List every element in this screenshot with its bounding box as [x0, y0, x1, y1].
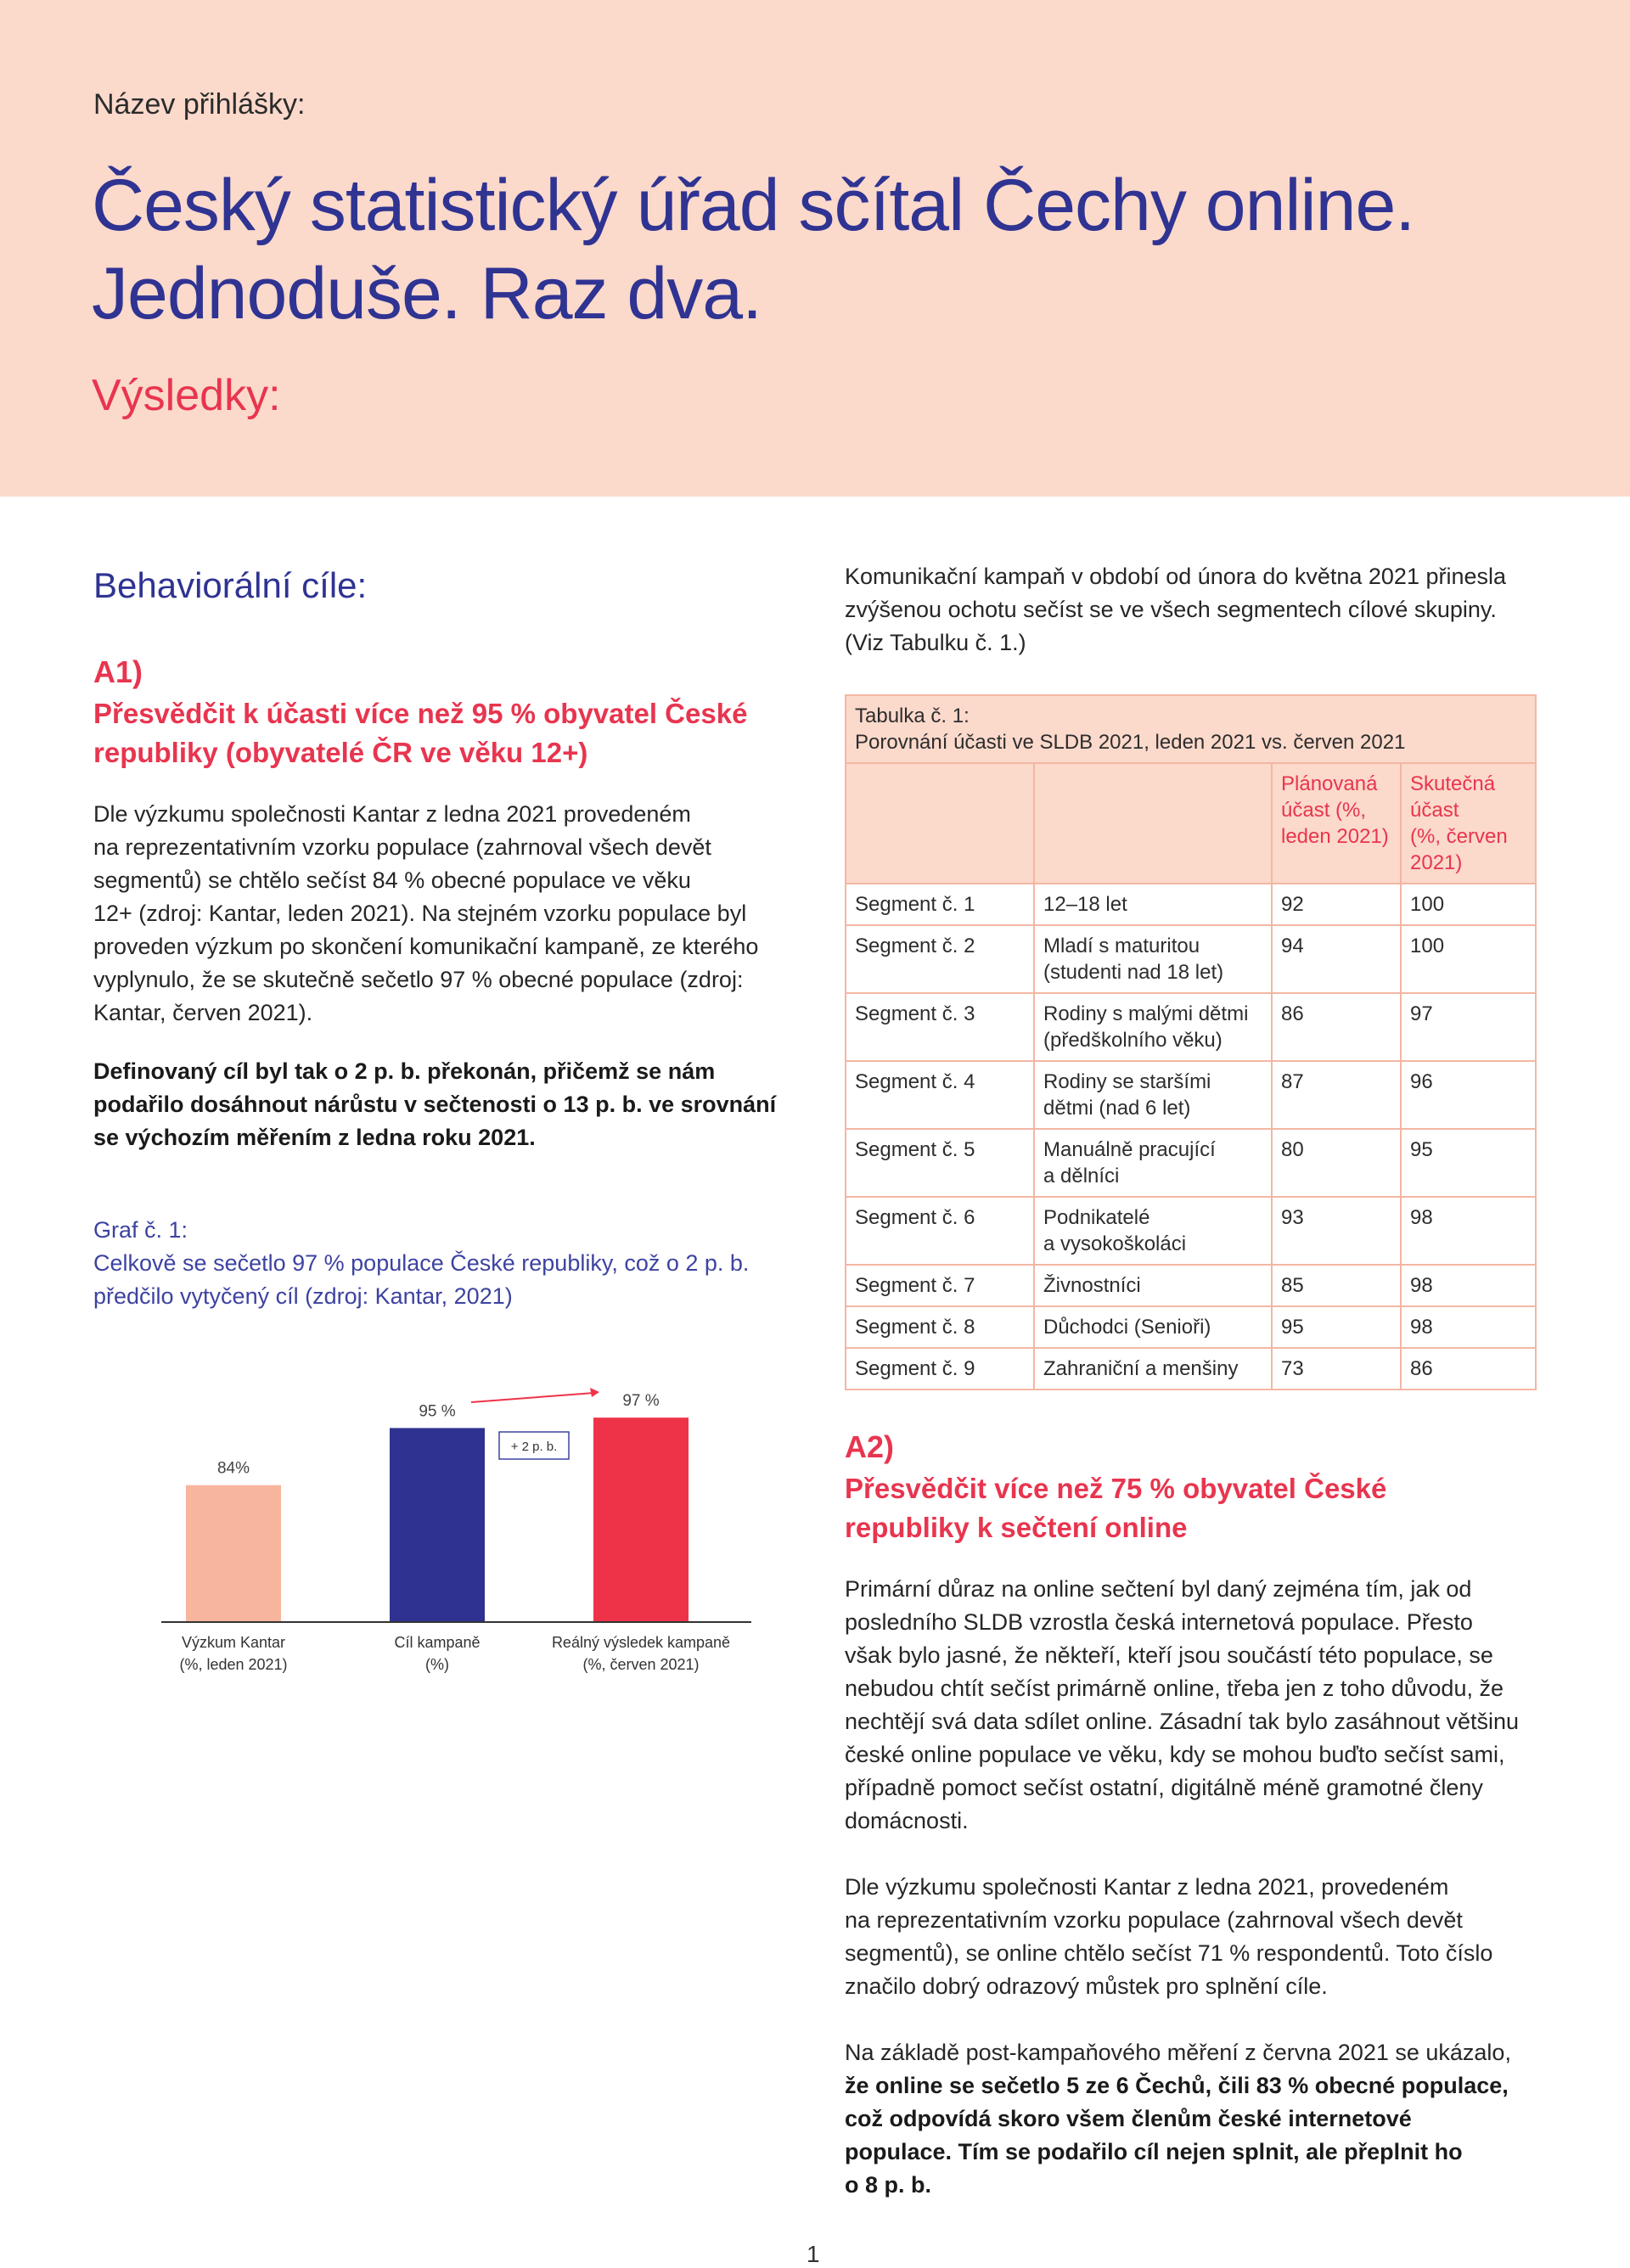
segment-cell: Segment č. 6 [846, 1197, 1034, 1265]
header-line: (%, červen [1410, 825, 1508, 848]
table-row [846, 993, 1536, 1061]
text-line: zvýšenou ochotu sečíst se ve všech segmentech cílové skupiny. [845, 597, 1497, 622]
table-title-line: Porovnání účasti ve SLDB 2021, leden 2021 vs. červen 2021 [855, 731, 1406, 754]
category-label: (%) [425, 1656, 449, 1673]
bar [593, 1418, 689, 1622]
planned-cell: 93 [1272, 1197, 1401, 1265]
right-column [845, 560, 1537, 660]
group-cell [1034, 1129, 1272, 1197]
text-line: Na základě post-kampaňového měření z června 2021 se ukázalo, [845, 2040, 1511, 2065]
group-cell [1034, 1265, 1272, 1306]
actual-cell: 86 [1401, 1348, 1536, 1389]
text-line: Komunikační kampaň v období od února do května 2021 přinesla [845, 564, 1507, 589]
text-line: republiky k sečtení online [845, 1512, 1188, 1543]
page-number: 1 [807, 2241, 820, 2267]
text-line: populace. Tím se podařilo cíl nejen splnit, ale přeplnit ho [845, 2139, 1463, 2164]
category-label: (%, červen 2021) [582, 1656, 700, 1673]
category-label: Reálný výsledek kampaně [551, 1634, 731, 1651]
group-line: 12–18 let [1043, 893, 1127, 916]
actual-cell: 98 [1401, 1197, 1536, 1265]
table-header-empty [846, 763, 1034, 884]
text-line: Primární důraz na online sečtení byl daný zejména tím, jak od [845, 1576, 1472, 1602]
text-line: vyplynulo, že se skutečně sečetlo 97 % obecné populace (zdroj: [93, 967, 744, 992]
actual-cell: 95 [1401, 1129, 1536, 1197]
group-line: (předškolního věku) [1043, 1029, 1222, 1052]
text-line: nechtějí svá data sdílet online. Zásadní tak bylo zasáhnout většinu [845, 1709, 1519, 1734]
group-line: Rodiny se staršími [1043, 1070, 1211, 1093]
paragraph-kantar-research [93, 798, 790, 1030]
header-line: 2021) [1410, 851, 1463, 874]
text-line: však bylo jasné, že někteří, kteří jsou součástí této populace, se [845, 1642, 1493, 1668]
planned-cell: 92 [1272, 884, 1401, 925]
header-line: Skutečná [1410, 772, 1496, 795]
page-title-line: Český statistický úřad sčítal Čechy online. [92, 165, 1415, 246]
group-cell [1034, 1306, 1272, 1348]
text-line: domácnosti. [845, 1808, 969, 1833]
segment-cell: Segment č. 5 [846, 1129, 1034, 1197]
table-title [846, 695, 1536, 763]
participation-bar-chart [93, 1362, 790, 1702]
text-line: proveden výzkum po skončení komunikační kampaně, ze kterého [93, 934, 759, 959]
planned-cell: 85 [1272, 1265, 1401, 1306]
goal-a1-code: A1) [93, 654, 143, 689]
segment-cell: Segment č. 3 [846, 993, 1034, 1061]
text-line: Kantar, červen 2021). [93, 1000, 313, 1025]
text-line: značilo dobrý odrazový můstek pro splnění cíle. [845, 1973, 1328, 1999]
table-title-line: Tabulka č. 1: [855, 705, 970, 727]
text-line: o 8 p. b. [845, 2172, 932, 2198]
actual-cell: 96 [1401, 1061, 1536, 1129]
group-cell [1034, 1061, 1272, 1129]
text-line: že online se sečetlo 5 ze 6 Čechů, čili 83 % obecné populace, [845, 2073, 1509, 2098]
group-line: Zahraniční a menšiny [1043, 1357, 1239, 1380]
text-line: na reprezentativním vzorku populace (zahrnoval všech devět [845, 1907, 1463, 1933]
text-line: posledního SLDB vzrostla česká internetová populace. Přesto [845, 1609, 1473, 1635]
text-line: segmentů), se online chtělo sečíst 71 % respondentů. Toto číslo [845, 1940, 1493, 1966]
increase-arrow [471, 1393, 594, 1402]
text-line: (Viz Tabulku č. 1.) [845, 630, 1026, 655]
table-header-actual [1401, 763, 1536, 884]
actual-cell: 100 [1401, 925, 1536, 993]
goal-a2-title [845, 1469, 1537, 1547]
bar-value-label: 95 % [419, 1402, 456, 1421]
actual-cell: 98 [1401, 1265, 1536, 1306]
group-line: Živnostníci [1043, 1274, 1141, 1297]
bar-value-label: 97 % [622, 1392, 660, 1411]
text-line: Definovaný cíl byl tak o 2 p. b. překonán, přičemž se nám [93, 1058, 716, 1084]
table-header-empty [1034, 763, 1272, 884]
goal-a2-code: A2) [845, 1429, 895, 1464]
table-row [846, 1306, 1536, 1348]
goal-a1-title: Přesvědčit k účasti více než 95 % obyvatel České republiky (obyvatelé ČR ve věku 12+) [93, 698, 748, 768]
segment-cell: Segment č. 4 [846, 1061, 1034, 1129]
planned-cell: 80 [1272, 1129, 1401, 1197]
planned-cell: 86 [1272, 993, 1401, 1061]
group-line: Důchodci (Senioři) [1043, 1316, 1211, 1339]
chart-canvas [93, 1362, 790, 1702]
group-line: a dělníci [1043, 1165, 1120, 1187]
planned-cell: 73 [1272, 1348, 1401, 1389]
text-line: české online populace ve věku, kdy se mohou buďto sečíst sami, [845, 1742, 1505, 1767]
planned-cell: 87 [1272, 1061, 1401, 1129]
paragraph-campaign-intro [845, 560, 1537, 660]
table-row [846, 884, 1536, 925]
graph-caption [93, 1214, 790, 1313]
planned-cell: 95 [1272, 1306, 1401, 1348]
actual-cell: 100 [1401, 884, 1536, 925]
text-line: předčilo vytyčený cíl (zdroj: Kantar, 2021) [93, 1283, 513, 1309]
arrow-head-icon [590, 1388, 599, 1397]
table-row [846, 1265, 1536, 1306]
group-line: Mladí s maturitou [1043, 935, 1200, 957]
paragraph-online-emphasis [845, 1573, 1537, 1838]
table-row [846, 1061, 1536, 1129]
text-line: nebudou chtít sečíst primárně online, třeba jen z toho důvodu, že [845, 1676, 1504, 1701]
group-line: Rodiny s malými dětmi [1043, 1002, 1249, 1025]
category-label: (%, leden 2021) [179, 1656, 288, 1673]
table-row [846, 925, 1536, 993]
segment-cell: Segment č. 2 [846, 925, 1034, 993]
page-title-line: Jednoduše. Raz dva. [92, 253, 762, 334]
text-line: Dle výzkumu společnosti Kantar z ledna 2021 provedeném [93, 801, 691, 827]
segment-cell: Segment č. 8 [846, 1306, 1034, 1348]
header-line: účast (%, [1281, 799, 1367, 822]
group-cell [1034, 1348, 1272, 1389]
text-line: případně pomoct sečíst ostatní, digitálně méně gramotné členy [845, 1775, 1483, 1800]
group-cell [1034, 993, 1272, 1061]
header-line: Plánovaná [1281, 772, 1378, 795]
bar-value-label: 84% [216, 1459, 250, 1478]
text-line: Graf č. 1: [93, 1217, 188, 1243]
text-line: podařilo dosáhnout nárůstu v sečtenosti o 13 p. b. ve srovnání [93, 1092, 777, 1117]
segment-cell: Segment č. 7 [846, 1265, 1034, 1306]
bar [390, 1428, 485, 1622]
text-line: na reprezentativním vzorku populace (zahrnoval všech devět [93, 834, 711, 860]
table-row [846, 1348, 1536, 1389]
actual-cell: 98 [1401, 1306, 1536, 1348]
segment-cell: Segment č. 1 [846, 884, 1034, 925]
text-line: segmentů) se chtělo sečíst 84 % obecné populace ve věku [93, 867, 691, 893]
text-line: Přesvědčit více než 75 % obyvatel České [845, 1473, 1387, 1504]
actual-cell: 97 [1401, 993, 1536, 1061]
annotation-label: + 2 p. b. [510, 1440, 558, 1454]
paragraph-kantar-online [845, 1871, 1537, 2003]
group-cell [1034, 925, 1272, 993]
group-line: Manuálně pracující [1043, 1138, 1216, 1161]
category-label: Cíl kampaně [394, 1634, 481, 1651]
left-column [93, 560, 790, 1313]
group-line: Podnikatelé [1043, 1206, 1150, 1229]
segment-cell: Segment č. 9 [846, 1348, 1034, 1389]
category-label: Výzkum Kantar [181, 1634, 286, 1651]
table-row [846, 1197, 1536, 1265]
table-body [846, 884, 1536, 1389]
results-heading: Výsledky: [92, 371, 281, 420]
text-line: se výchozím měřením z ledna roku 2021. [93, 1125, 536, 1150]
group-cell [1034, 1197, 1272, 1265]
behavioral-goals-heading: Behaviorální cíle: [93, 565, 368, 605]
table-header-planned [1272, 763, 1401, 884]
text-line: 12+ (zdroj: Kantar, leden 2021). Na stejném vzorku populace byl [93, 901, 747, 926]
group-line: dětmi (nad 6 let) [1043, 1097, 1191, 1120]
planned-cell: 94 [1272, 925, 1401, 993]
paragraph-post-campaign [845, 2036, 1537, 2202]
text-line: Celkově se sečetlo 97 % populace České republiky, což o 2 p. b. [93, 1250, 750, 1276]
header-band [0, 0, 1630, 497]
table-row [846, 1129, 1536, 1197]
segments-table [845, 694, 1537, 1390]
bar [186, 1485, 281, 1622]
header-line: účast [1410, 799, 1459, 822]
application-name-label: Název přihlášky: [93, 88, 306, 121]
text-line: Dle výzkumu společnosti Kantar z ledna 2021, provedeném [845, 1874, 1449, 1900]
paragraph-goal-exceeded [93, 1055, 790, 1154]
group-line: (studenti nad 18 let) [1043, 961, 1224, 984]
right-column-lower [845, 1430, 1537, 2202]
header-line: leden 2021) [1281, 825, 1389, 848]
group-cell [1034, 884, 1272, 925]
text-line: což odpovídá skoro všem členům české internetové [845, 2106, 1412, 2131]
post-campaign-result [845, 2069, 1537, 2202]
page-title [92, 161, 1535, 338]
group-line: a vysokoškoláci [1043, 1232, 1187, 1255]
